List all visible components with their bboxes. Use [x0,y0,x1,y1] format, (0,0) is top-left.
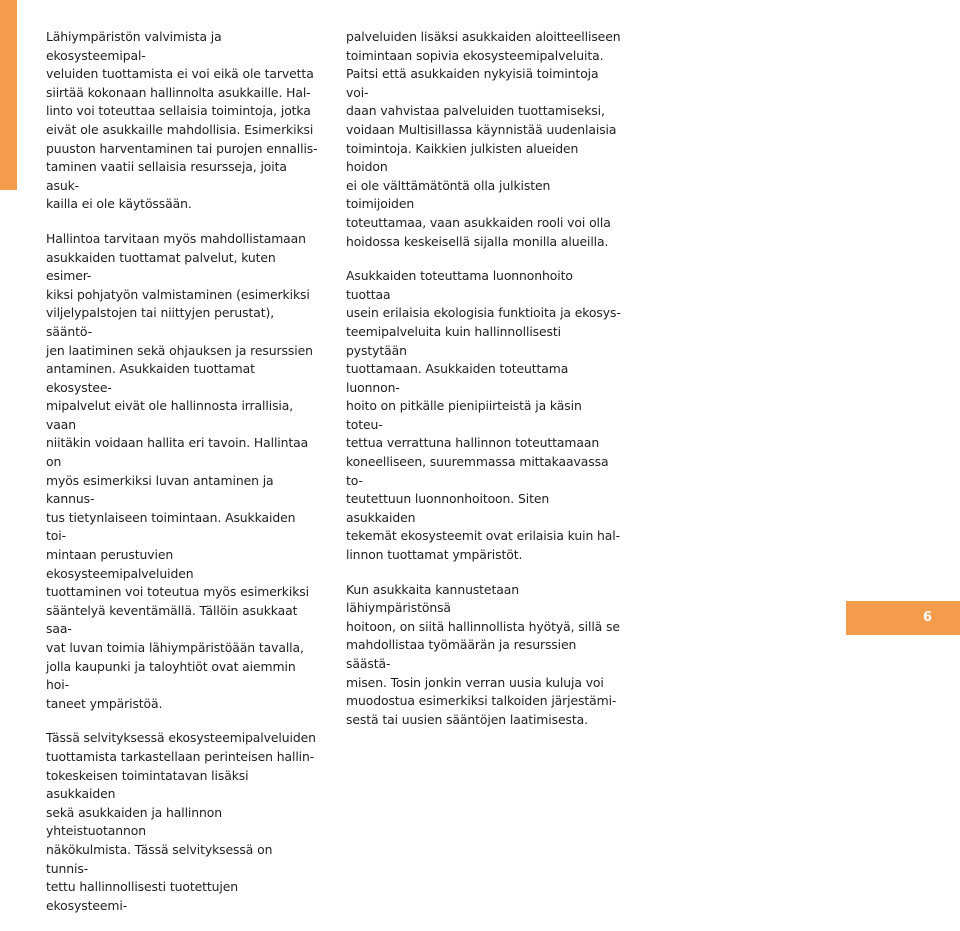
paragraph-right-2: Asukkaiden toteuttama luonnonhoito tuottaa usein erilaisia ekologisia funktioita ja ekosys- teemipalveluita kuin hallinnollisesti pystytään tuottamaan. Asukkaiden toteuttama luonnon- hoito on pitkälle pienipiirteistä ja käsin toteu- tettua verrattuna hallinnon toteuttamaan koneelliseen, suuremmassa mittakaavassa to- teutettuun luonnonhoitoon. Siten asukkaiden tekemät ekosysteemit ovat erilaisia kuin hal- linnon tuottamat ympäristöt. [346,268,621,563]
paragraph-left-2: Hallintoa tarvitaan myös mahdollistamaan asukkaiden tuottamat palvelut, kuten esimer- kiksi pohjatyön valmistaminen (esimerkiksi viljelypalstojen tai niittyjen perustat), sääntö- jen laatiminen sekä ohjauksen ja resurssien antaminen. Asukkaiden tuottamat ekosystee- mipalvelut eivät ole hallinnosta irrallisia, vaan niitäkin voidaan hallita eri tavoin. Hallintaa on myös esimerkiksi luvan antaminen ja kannus- tus tietynlaiseen toimintaan. Asukkaiden toi- mintaan perustuvien ekosysteemipalveluiden tuottaminen voi toteutua myös esimerkiksi sääntelyä keventämällä. Tällöin asukkaat saa- vat luvan toimia lähiympäristöään tavalla, jolla kaupunki ja taloyhtiöt ovat aiemmin hoi- taneet ympäristöä. [46,230,313,711]
paragraph-right-1: palveluiden lisäksi asukkaiden aloitteelliseen toimintaan sopivia ekosysteemipalveluita. Paitsi että asukkaiden nykyisiä toimintoja voi- daan vahvistaa palveluiden tuottamiseksi, voidaan Multisillassa käynnistää uudenlaisia toimintoja. Kaikkien julkisten alueiden hoidon ei ole välttämätöntä olla julkisten toimijoiden toteuttamaa, vaan asukkaiden rooli voi olla hoidossa keskeisellä sijalla monilla alueilla. [346,29,621,249]
paragraph-left-3: Tässä selvityksessä ekosysteemipalveluiden tuottamista tarkastellaan perinteisen hallin- tokeskeisen toimintatavan lisäksi asukkaiden sekä asukkaiden ja hallinnon yhteistuotannon näkökulmista. Tässä selvityksessä on tunnis- tettu hallinnollisesti tuotettujen ekosysteemi- [46,730,316,913]
left-text-column [46,28,318,931]
page-number: 6 [922,610,932,625]
page-number-tab [846,601,960,635]
paragraph-left-1: Lähiympäristön valvimista ja ekosysteemipal- veluiden tuottamista ei voi eikä ole tarvetta siirtää kokonaan hallinnolta asukkaille. Hal- linto voi toteuttaa sellaisia toimintoja, jotka eivät ole asukkaille mahdollisia. Esimerkiksi puuston harventaminen tai purojen ennallis- taminen vaatii sellaisia resursseja, joita asuk- kailla ei ole käytössään. [46,29,318,212]
right-text-column [346,28,621,745]
paragraph-right-3: Kun asukkaita kannustetaan lähiympäristönsä hoitoon, on siitä hallinnollista hyötyä, sillä se mahdollistaa työmäärän ja resurssien säästä- misen. Tosin jonkin verran uusia kuluja voi muodostua esimerkiksi talkoiden järjestämi- sestä tai uusien sääntöjen laatimisesta. [346,581,620,727]
orange-accent-bar [0,0,17,190]
